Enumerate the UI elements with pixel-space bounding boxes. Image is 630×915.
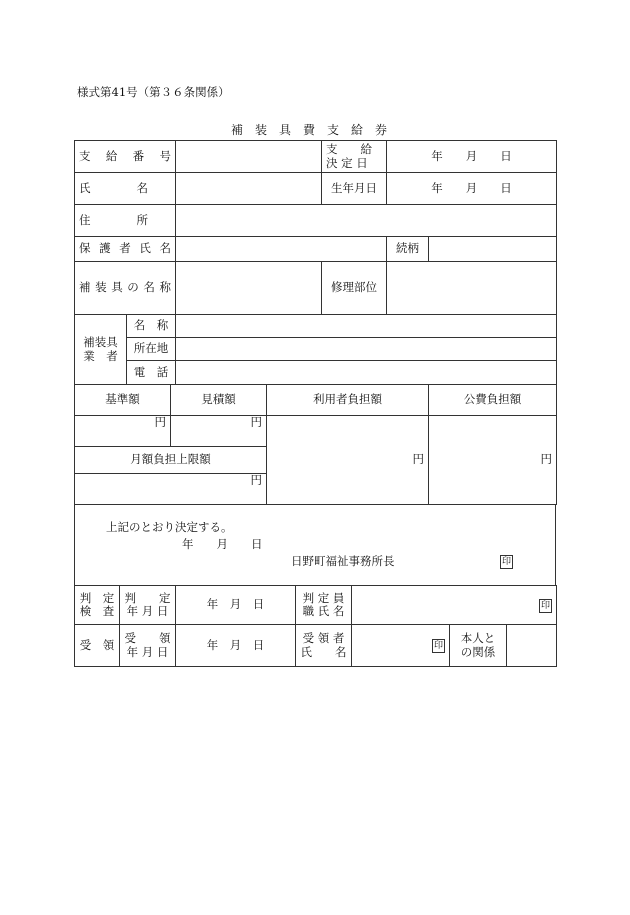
vendor-location-field[interactable] — [176, 338, 557, 361]
judgement-date-label: 判 定 年 月 日 — [120, 586, 176, 625]
relation-to-self-label: 本人と の関係 — [450, 625, 507, 667]
estimate-amount-label: 見積額 — [171, 385, 267, 416]
receipt-date-field[interactable]: 年 月 日 — [176, 625, 296, 667]
judgement-date-field[interactable]: 年 月 日 — [176, 586, 296, 625]
name-field[interactable] — [176, 173, 322, 205]
standard-amount-label: 基準額 — [75, 385, 171, 416]
payment-number-field[interactable] — [176, 141, 322, 173]
decision-date[interactable]: 年 月 日 — [182, 537, 263, 551]
receipt-date-label: 受 領 年 月 日 — [120, 625, 176, 667]
vendor-phone-field[interactable] — [176, 361, 557, 385]
name-label: 氏 名 — [75, 173, 176, 205]
guardian-name-label: 保 護 者 氏 名 — [75, 237, 176, 262]
repair-part-label: 修理部位 — [322, 262, 387, 315]
judge-staff-label: 判 定 員 職 氏 名 — [296, 586, 352, 625]
payment-number-label: 支 給 番 号 — [75, 141, 176, 173]
decision-text: 上記のとおり決定する。 — [106, 520, 233, 534]
relation-label: 続柄 — [387, 237, 429, 262]
receiver-name-field[interactable] — [352, 625, 450, 667]
amounts-table — [74, 384, 557, 505]
address-field[interactable] — [176, 205, 557, 237]
repair-part-field[interactable] — [387, 262, 557, 315]
public-burden-field[interactable]: 円 — [429, 416, 557, 505]
user-burden-field[interactable]: 円 — [267, 416, 429, 505]
office-seal-icon: 印 — [501, 557, 511, 567]
monthly-cap-field[interactable]: 円 — [75, 474, 267, 505]
judgement-label: 判 定 検 査 — [75, 586, 120, 625]
vendor-label: 補装具 業 者 — [75, 315, 127, 385]
judgement-receipt-table — [74, 585, 557, 667]
vendor-table — [74, 314, 557, 385]
vendor-phone-label: 電 話 — [127, 361, 176, 385]
vendor-location-label: 所在地 — [127, 338, 176, 361]
form-reference: 様式第41号（第３６条関係） — [77, 85, 230, 99]
relation-field[interactable] — [429, 237, 557, 262]
decision-date-field[interactable]: 年 月 日 — [387, 141, 557, 173]
decision-box — [75, 505, 556, 586]
device-name-field[interactable] — [176, 262, 322, 315]
office-head: 日野町福祉事務所長 — [291, 554, 395, 568]
receiver-seal-icon: 印 — [433, 641, 443, 651]
device-name-label: 補 装 具 の 名 称 — [75, 262, 176, 315]
standard-amount-field[interactable]: 円 — [75, 416, 171, 447]
decision-date-label: 支 給 決 定 日 — [322, 141, 387, 173]
applicant-table — [74, 140, 557, 315]
judge-staff-field[interactable] — [352, 586, 557, 625]
guardian-name-field[interactable] — [176, 237, 387, 262]
receipt-label: 受 領 — [75, 625, 120, 667]
decision-table — [74, 504, 556, 586]
user-burden-label: 利用者負担額 — [267, 385, 429, 416]
estimate-amount-field[interactable]: 円 — [171, 416, 267, 447]
address-label: 住 所 — [75, 205, 176, 237]
vendor-name-field[interactable] — [176, 315, 557, 338]
birth-date-field[interactable]: 年 月 日 — [387, 173, 557, 205]
form-title: 補装具費支給券 — [230, 123, 399, 137]
judge-seal-icon: 印 — [541, 600, 551, 611]
monthly-cap-label: 月額負担上限額 — [75, 447, 267, 474]
receiver-name-label: 受 領 者 氏 名 — [296, 625, 352, 667]
relation-to-self-field[interactable] — [507, 625, 557, 667]
birth-date-label: 生年月日 — [322, 173, 387, 205]
public-burden-label: 公費負担額 — [429, 385, 557, 416]
vendor-name-label: 名 称 — [127, 315, 176, 338]
